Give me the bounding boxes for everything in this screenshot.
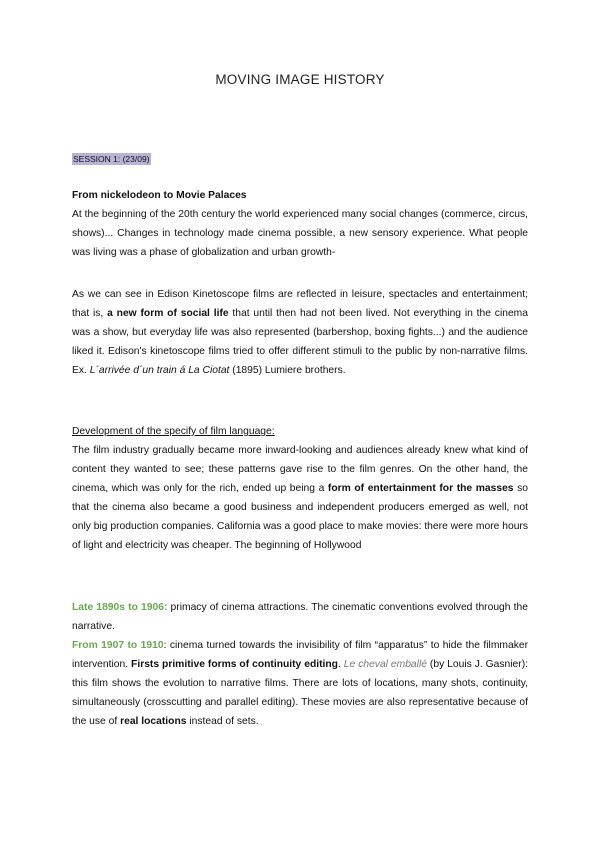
- text-run: instead of sets.: [186, 716, 259, 727]
- film-title: L´arrivée d´un train á La Ciotat: [89, 365, 230, 376]
- period-1907: [72, 636, 528, 731]
- section-paragraph: [72, 441, 528, 555]
- emphasis-real-locations: real locations: [120, 716, 187, 727]
- text-run: .: [337, 659, 344, 670]
- text-run: primacy of cinema attractions. The cinematic conventions evolved through the narrative.: [72, 602, 528, 632]
- text-run: so that the cinema also became a good business and independent producers emerged as well, not only big production companies. California was a good place to make movies: there were more hours of light and electricity was cheaper. The beginning of Hollywood: [72, 483, 528, 551]
- text-run: (by Louis J. Gasnier): this film shows the evolution to narrative films. There are lots of locations, many shots, continuity, simultaneously (crosscutting and parallel editing). These movies are also representative because of the use of: [72, 659, 529, 727]
- emphasis-social-life: a new form of social life: [107, 308, 229, 319]
- text-run: that until then had not been lived. Not everything in the cinema was a show, but everyday life was also represented (barbershop, boxing fights...) and the audience liked it. Edison's kinetoscope films tried to offer different stimuli to the public by non-narrative films. Ex.: [72, 308, 528, 376]
- text-run: (1895) Lumiere brothers.: [229, 365, 346, 376]
- text-run: : cinema turned towards the invisibility of film “apparatus” to hide the filmmaker intervention.: [72, 640, 529, 670]
- period-1890s: [72, 598, 528, 636]
- emphasis-masses: form of entertainment for the masses: [327, 483, 514, 494]
- film-title: Le cheval emballé: [343, 659, 427, 670]
- section-film-language: [72, 422, 528, 555]
- text-run: The film industry gradually became more inward-looking and audiences already knew what kind of content they wanted to see; these patterns gave rise to the film genres. On the other hand, the cinema, which was only for the rich, ended up being a: [72, 445, 528, 494]
- section-heading: From nickelodeon to Movie Palaces: [72, 190, 247, 201]
- section-kinetoscope-paragraph: [72, 285, 528, 380]
- section-paragraph: At the beginning of the 20th century the world experienced many social changes (commerce, circus, shows)... Changes in technology made cinema possible, a new sensory experience. What people was living was a phase of globalization and urban growth-: [72, 209, 528, 258]
- period-label: From 1907 to 1910: [72, 640, 164, 651]
- period-label: Late 1890s to 1906:: [72, 602, 168, 613]
- section-periods: [72, 598, 528, 731]
- section-heading: Development of the specify of film language:: [72, 426, 275, 437]
- section-nickelodeon: [72, 186, 528, 262]
- document-title: MOVING IMAGE HISTORY: [215, 72, 385, 87]
- emphasis-continuity-editing: Firsts primitive forms of continuity editing: [131, 659, 338, 670]
- session-label: SESSION 1: (23/09): [73, 154, 150, 164]
- text-run: As we can see in Edison Kinetoscope films are reflected in leisure, spectacles and entertainment; that is,: [72, 289, 528, 319]
